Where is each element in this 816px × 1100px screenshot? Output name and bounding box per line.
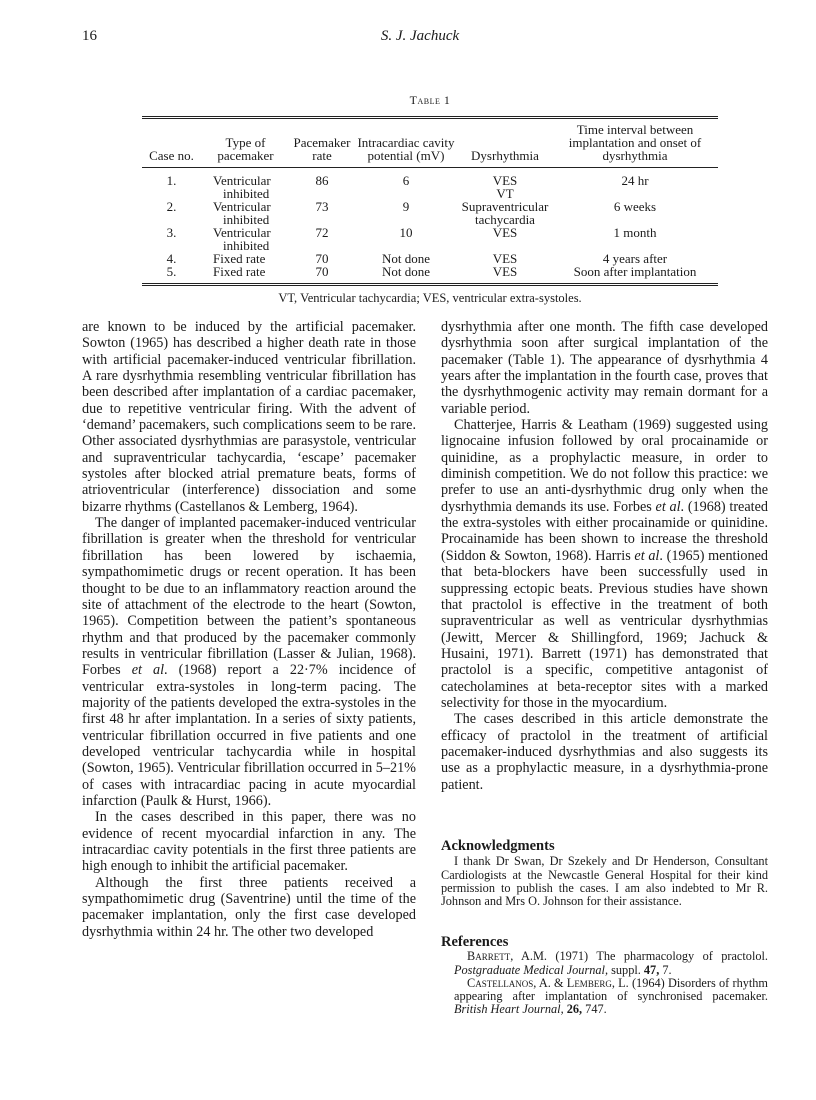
paragraph bbox=[441, 319, 768, 417]
dysrhythmia-line: VES bbox=[492, 251, 518, 266]
col-header-type: Type of pacemaker bbox=[217, 135, 274, 163]
running-head: S. J. Jachuck bbox=[380, 28, 460, 44]
cell-case: 1. bbox=[166, 173, 177, 188]
paragraph-text: . (1968) treated the extra-systoles with either procainamide or quinidine. Procainamide has been shown to increase the threshold (Siddon & Sowton, 1968). Harris bbox=[441, 498, 768, 564]
cell-type bbox=[201, 265, 290, 285]
type-line: Fixed rate bbox=[213, 264, 266, 279]
table-title: Table 1 bbox=[409, 93, 451, 107]
type-line: inhibited bbox=[223, 186, 270, 201]
right-column bbox=[441, 319, 768, 1016]
table-header-row bbox=[142, 118, 718, 168]
cell-rate: 70 bbox=[315, 264, 329, 279]
references-heading: References bbox=[441, 934, 509, 951]
dysrhythmia-line: Supraventricular bbox=[461, 199, 549, 214]
paragraph bbox=[82, 319, 416, 515]
dysrhythmia-line: VES bbox=[492, 264, 518, 279]
reference-item bbox=[441, 950, 768, 976]
cell-potential: Not done bbox=[381, 251, 431, 266]
acknowledgments-text: I thank Dr Swan, Dr Szekely and Dr Henderson, Consultant Cardiologists at the Newcastle General Hospital for their kind permission to publish the cases. I am also indebted to Mr R. Johnson and Mrs O. Johnson for their assistance. bbox=[441, 854, 768, 908]
cell-potential: 9 bbox=[402, 199, 410, 214]
cell-type bbox=[201, 200, 290, 226]
references-list bbox=[441, 950, 768, 1016]
cell-type bbox=[201, 168, 290, 201]
table-row bbox=[142, 168, 718, 201]
page-number: 16 bbox=[82, 28, 97, 44]
reference-suppl: suppl. bbox=[608, 962, 644, 977]
cell-rate: 73 bbox=[315, 199, 329, 214]
reference-journal: Postgraduate Medical Journal, bbox=[454, 962, 609, 977]
cell-case: 3. bbox=[166, 225, 177, 240]
paragraph-text: The cases described in this article demonstrate the efficacy of practolol in the treatment of artificial pacemaker-induced dysrhythmias and also suggests its use as a prophylactic measure, in a dysrhythmia-prone patient. bbox=[441, 711, 768, 793]
paragraph bbox=[441, 711, 768, 793]
left-column bbox=[82, 319, 416, 940]
italic-text: et al bbox=[655, 498, 681, 515]
cell-interval: 1 month bbox=[613, 225, 657, 240]
reference-authors: Barrett, A.M. bbox=[467, 949, 547, 964]
type-line: inhibited bbox=[223, 212, 270, 227]
cell-case: 2. bbox=[166, 199, 177, 214]
cell-case: 4. bbox=[166, 251, 177, 266]
paragraph bbox=[82, 875, 416, 940]
table-footnote: VT, Ventricular tachycardia; VES, ventricular extra-systoles. bbox=[278, 291, 582, 305]
reference-authors: Castellanos, A. & Lemberg, L. bbox=[467, 975, 629, 990]
col-header-rate: Pacemaker rate bbox=[293, 135, 351, 163]
paragraph-text: In the cases described in this paper, there was no evidence of recent myocardial infarction in any. The intracardiac cavity potentials in the first three patients are high enough to inhibit the artificial pacemaker. bbox=[82, 809, 416, 875]
cell-interval: Soon after implantation bbox=[573, 264, 697, 279]
cell-rate: 86 bbox=[315, 173, 329, 188]
paragraph-text: . (1968) report a 22·7% incidence of ventricular extra-systoles in long-term pacing. The majority of the patients developed the extra-systoles in the first 48 hr after implantation. In a series of sixty patients, ventricular fibrillation occurred in five patients and one developed ventricular tachycardia while in hospital (Sowton, 1965). Ventricular fibrillation occurred in 5–21% of cases with intracardiac pacing in acute myocardial infarction (Paulk & Hurst, 1966). bbox=[82, 662, 416, 809]
cell-interval: 6 weeks bbox=[613, 199, 657, 214]
table-row bbox=[142, 200, 718, 226]
reference-journal: British Heart Journal, bbox=[454, 1002, 564, 1017]
paragraph-text: Chatterjee, Harris & Leatham (1969) suggested using lignocaine infusion followed by oral procainamide or quinidine, as a prophylactic measure, in order to diminish competition. We do not follow this practice: we prefer to use an anti-dysrhythmic drug only when the dysrhythmia demands its use. Forbes bbox=[441, 417, 768, 515]
type-line: Ventricular bbox=[213, 225, 271, 240]
italic-text: et al bbox=[634, 547, 660, 564]
paragraph-text: The danger of implanted pacemaker-induced ventricular fibrillation is greater when the threshold for ventricular fibrillation has been lowered by ischaemia, sympathomimetic drugs or recent operation. It has been thought to be due to an inflammatory reaction around the site of attachment of the electrode to the heart (Sowton, 1965). Competition between the patient’s spontaneous rhythm and that produced by the pacemaker commonly results in ventricular fibrillation (Lasser & Julian, 1968). Forbes bbox=[82, 515, 416, 679]
type-line: Fixed rate bbox=[213, 251, 266, 266]
reference-text: (1971) The pharmacology of practolol. bbox=[546, 949, 768, 964]
cell-rate: 72 bbox=[315, 225, 329, 240]
acknowledgments-heading: Acknowledgments bbox=[441, 837, 555, 854]
cell-dysrhythmia bbox=[458, 226, 552, 252]
paragraph-text: . (1965) mentioned that beta-blockers have been successfully used in suppressing ectopic beats. Previous studies have shown that practolol is effective in the treatment of both supraventricular as well as ventricular dysrhythmias (Jewitt, Mercer & Shillingford, 1969; Jachuck & Husaini, 1971). Barrett (1971) has demonstrated that practolol is a specific, competitive antagonist of catecholamines at beta-receptor sites with a marked selectivity for those in the myocardium. bbox=[441, 547, 769, 711]
reference-text: (1964) Disorders of rhythm appearing after implantation of synchronised pacemaker. bbox=[454, 975, 768, 1004]
cell-dysrhythmia bbox=[458, 200, 552, 226]
type-line: Ventricular bbox=[213, 199, 271, 214]
paragraph bbox=[82, 809, 416, 874]
reference-item bbox=[441, 977, 768, 1017]
table-row bbox=[142, 226, 718, 252]
cell-dysrhythmia bbox=[458, 265, 552, 285]
cell-case: 5. bbox=[166, 264, 177, 279]
col-header-potential: Intracardiac cavity potential (mV) bbox=[357, 135, 455, 163]
table-row bbox=[142, 265, 718, 285]
paragraph-text: dysrhythmia after one month. The fifth case developed dysrhythmia soon after surgical implantation of the pacemaker (Table 1). The appearance of dysrhythmia 4 years after the implantation in the fourth case, proves that the dysrhythmogenic activity may remain dormant for a variable period. bbox=[441, 319, 768, 417]
reference-pages: 747. bbox=[582, 1002, 607, 1017]
cell-type bbox=[201, 226, 290, 252]
col-header-interval: Time interval between implantation and onset of dysrhythmia bbox=[568, 122, 702, 163]
paragraph bbox=[441, 417, 768, 711]
paragraph-text: are known to be induced by the artificial pacemaker. Sowton (1965) has described a higher death rate in those with artificial pacemaker-induced ventricular fibrillation. A rare dysrhythmia resembling ventricular fibrillation has been described after implantation of a cardiac pacemaker, due to repetitive ventricular firing. With the advent of ‘demand’ pacemakers, such complications seem to be rare. Other associated dysrhythmias are parasystole, ventricular and supraventricular tachycardia, ‘escape’ pacemaker systoles after blocked atrial premature beats, forms of atrioventricular (interference) dissociation and some bizarre rhythms (Castellanos & Lemberg, 1964). bbox=[82, 319, 416, 515]
cell-potential: 6 bbox=[402, 173, 410, 188]
reference-volume: 47, bbox=[643, 962, 660, 977]
paragraph bbox=[82, 515, 416, 809]
italic-text: et al bbox=[131, 662, 165, 679]
col-header-case: Case no. bbox=[149, 148, 194, 163]
type-line: Ventricular bbox=[213, 173, 271, 188]
cell-rate: 70 bbox=[315, 251, 329, 266]
type-line: inhibited bbox=[223, 238, 270, 253]
cell-interval: 24 hr bbox=[621, 173, 649, 188]
reference-volume: 26, bbox=[566, 1002, 583, 1017]
dysrhythmia-line: VT bbox=[496, 186, 514, 201]
dysrhythmia-line: tachycardia bbox=[475, 212, 535, 227]
table-1 bbox=[142, 116, 718, 286]
cell-potential: 10 bbox=[399, 225, 413, 240]
paragraph-text: Although the first three patients received a sympathomimetic drug (Saventrine) until the time of the pacemaker implantation, only the first case developed dysrhythmia within 24 hr. The other two developed bbox=[82, 874, 416, 940]
data-table bbox=[142, 116, 718, 286]
cell-potential: Not done bbox=[381, 264, 431, 279]
dysrhythmia-line: VES bbox=[492, 173, 518, 188]
dysrhythmia-line: VES bbox=[492, 225, 518, 240]
cell-interval: 4 years after bbox=[602, 251, 668, 266]
reference-pages: 7. bbox=[659, 962, 672, 977]
col-header-dysrhythmia: Dysrhythmia bbox=[471, 148, 539, 163]
cell-dysrhythmia bbox=[458, 168, 552, 201]
